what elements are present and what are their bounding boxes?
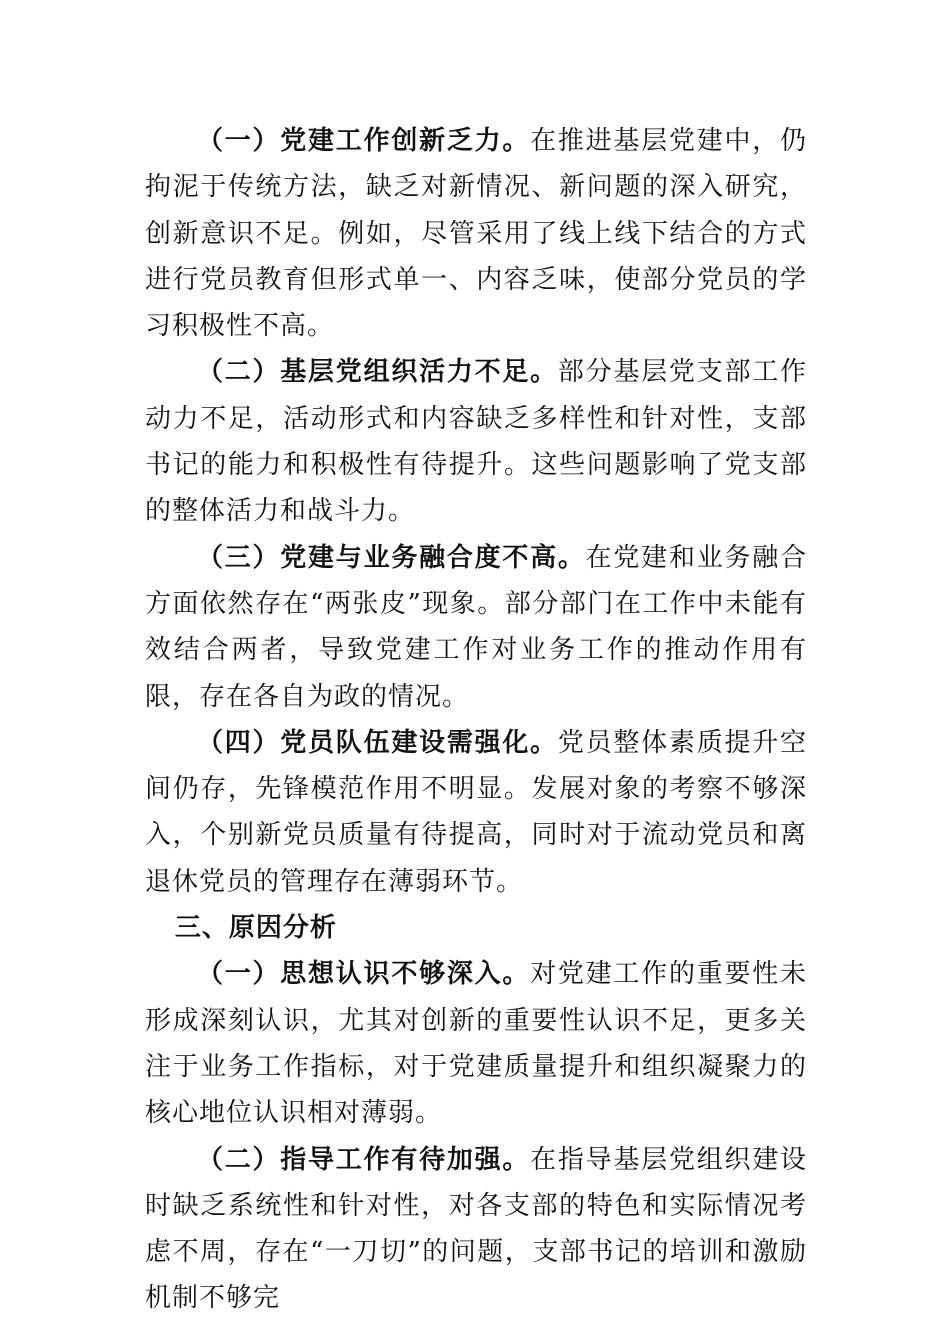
- paragraph-lead: （二）基层党组织活力不足。: [197, 357, 558, 388]
- paragraph-lead: （一）党建工作创新乏力。: [197, 126, 531, 156]
- section-heading: 三、原因分析: [174, 913, 337, 944]
- paragraph-body: 对党建工作的重要性未形成深刻认识，尤其对创新的重要性认识不足，更多关注于业务工作指标，对于党建质量提升和组织凝聚力的核心地位认识相对薄弱。: [145, 959, 807, 1129]
- paragraph-lead: （三）党建与业务融合度不高。: [197, 542, 586, 573]
- document-page: [145, 118, 807, 1322]
- paragraph-problem-4: [145, 720, 807, 905]
- paragraph-problem-1: [145, 118, 807, 349]
- paragraph-lead: （一）思想认识不够深入。: [197, 959, 531, 990]
- paragraph-body: 部分基层党支部工作动力不足，活动形式和内容缺乏多样性和针对性，支部书记的能力和积极性有待提升。这些问题影响了党支部的整体活力和战斗力。: [145, 357, 807, 527]
- paragraph-problem-2: [145, 349, 807, 534]
- paragraph-problem-3: [145, 535, 807, 720]
- paragraph-lead: （四）党员队伍建设需强化。: [197, 727, 558, 758]
- paragraph-body: 在推进基层党建中，仍拘泥于传统方法，缺乏对新情况、新问题的深入研究，创新意识不足。例如，尽管采用了线上线下结合的方式进行党员教育但形式单一、内容乏味，使部分党员的学习积极性不高。: [145, 126, 807, 342]
- paragraph-body: 党员整体素质提升空间仍存，先锋模范作用不明显。发展对象的考察不够深入，个别新党员质量有待提高，同时对于流动党员和离退休党员的管理存在薄弱环节。: [145, 727, 807, 897]
- paragraph-lead: （二）指导工作有待加强。: [197, 1144, 531, 1175]
- paragraph-body: 在党建和业务融合方面依然存在“两张皮”现象。部分部门在工作中未能有效结合两者，导致党建工作对业务工作的推动作用有限，存在各自为政的情况。: [145, 542, 807, 712]
- paragraph-cause-1: [145, 951, 807, 1136]
- paragraph-body: 在指导基层党组织建设时缺乏系统性和针对性，对各支部的特色和实际情况考虑不周，存在“一刀切”的问题，支部书记的培训和激励机制不够完: [145, 1144, 807, 1314]
- paragraph-cause-2: [145, 1137, 807, 1322]
